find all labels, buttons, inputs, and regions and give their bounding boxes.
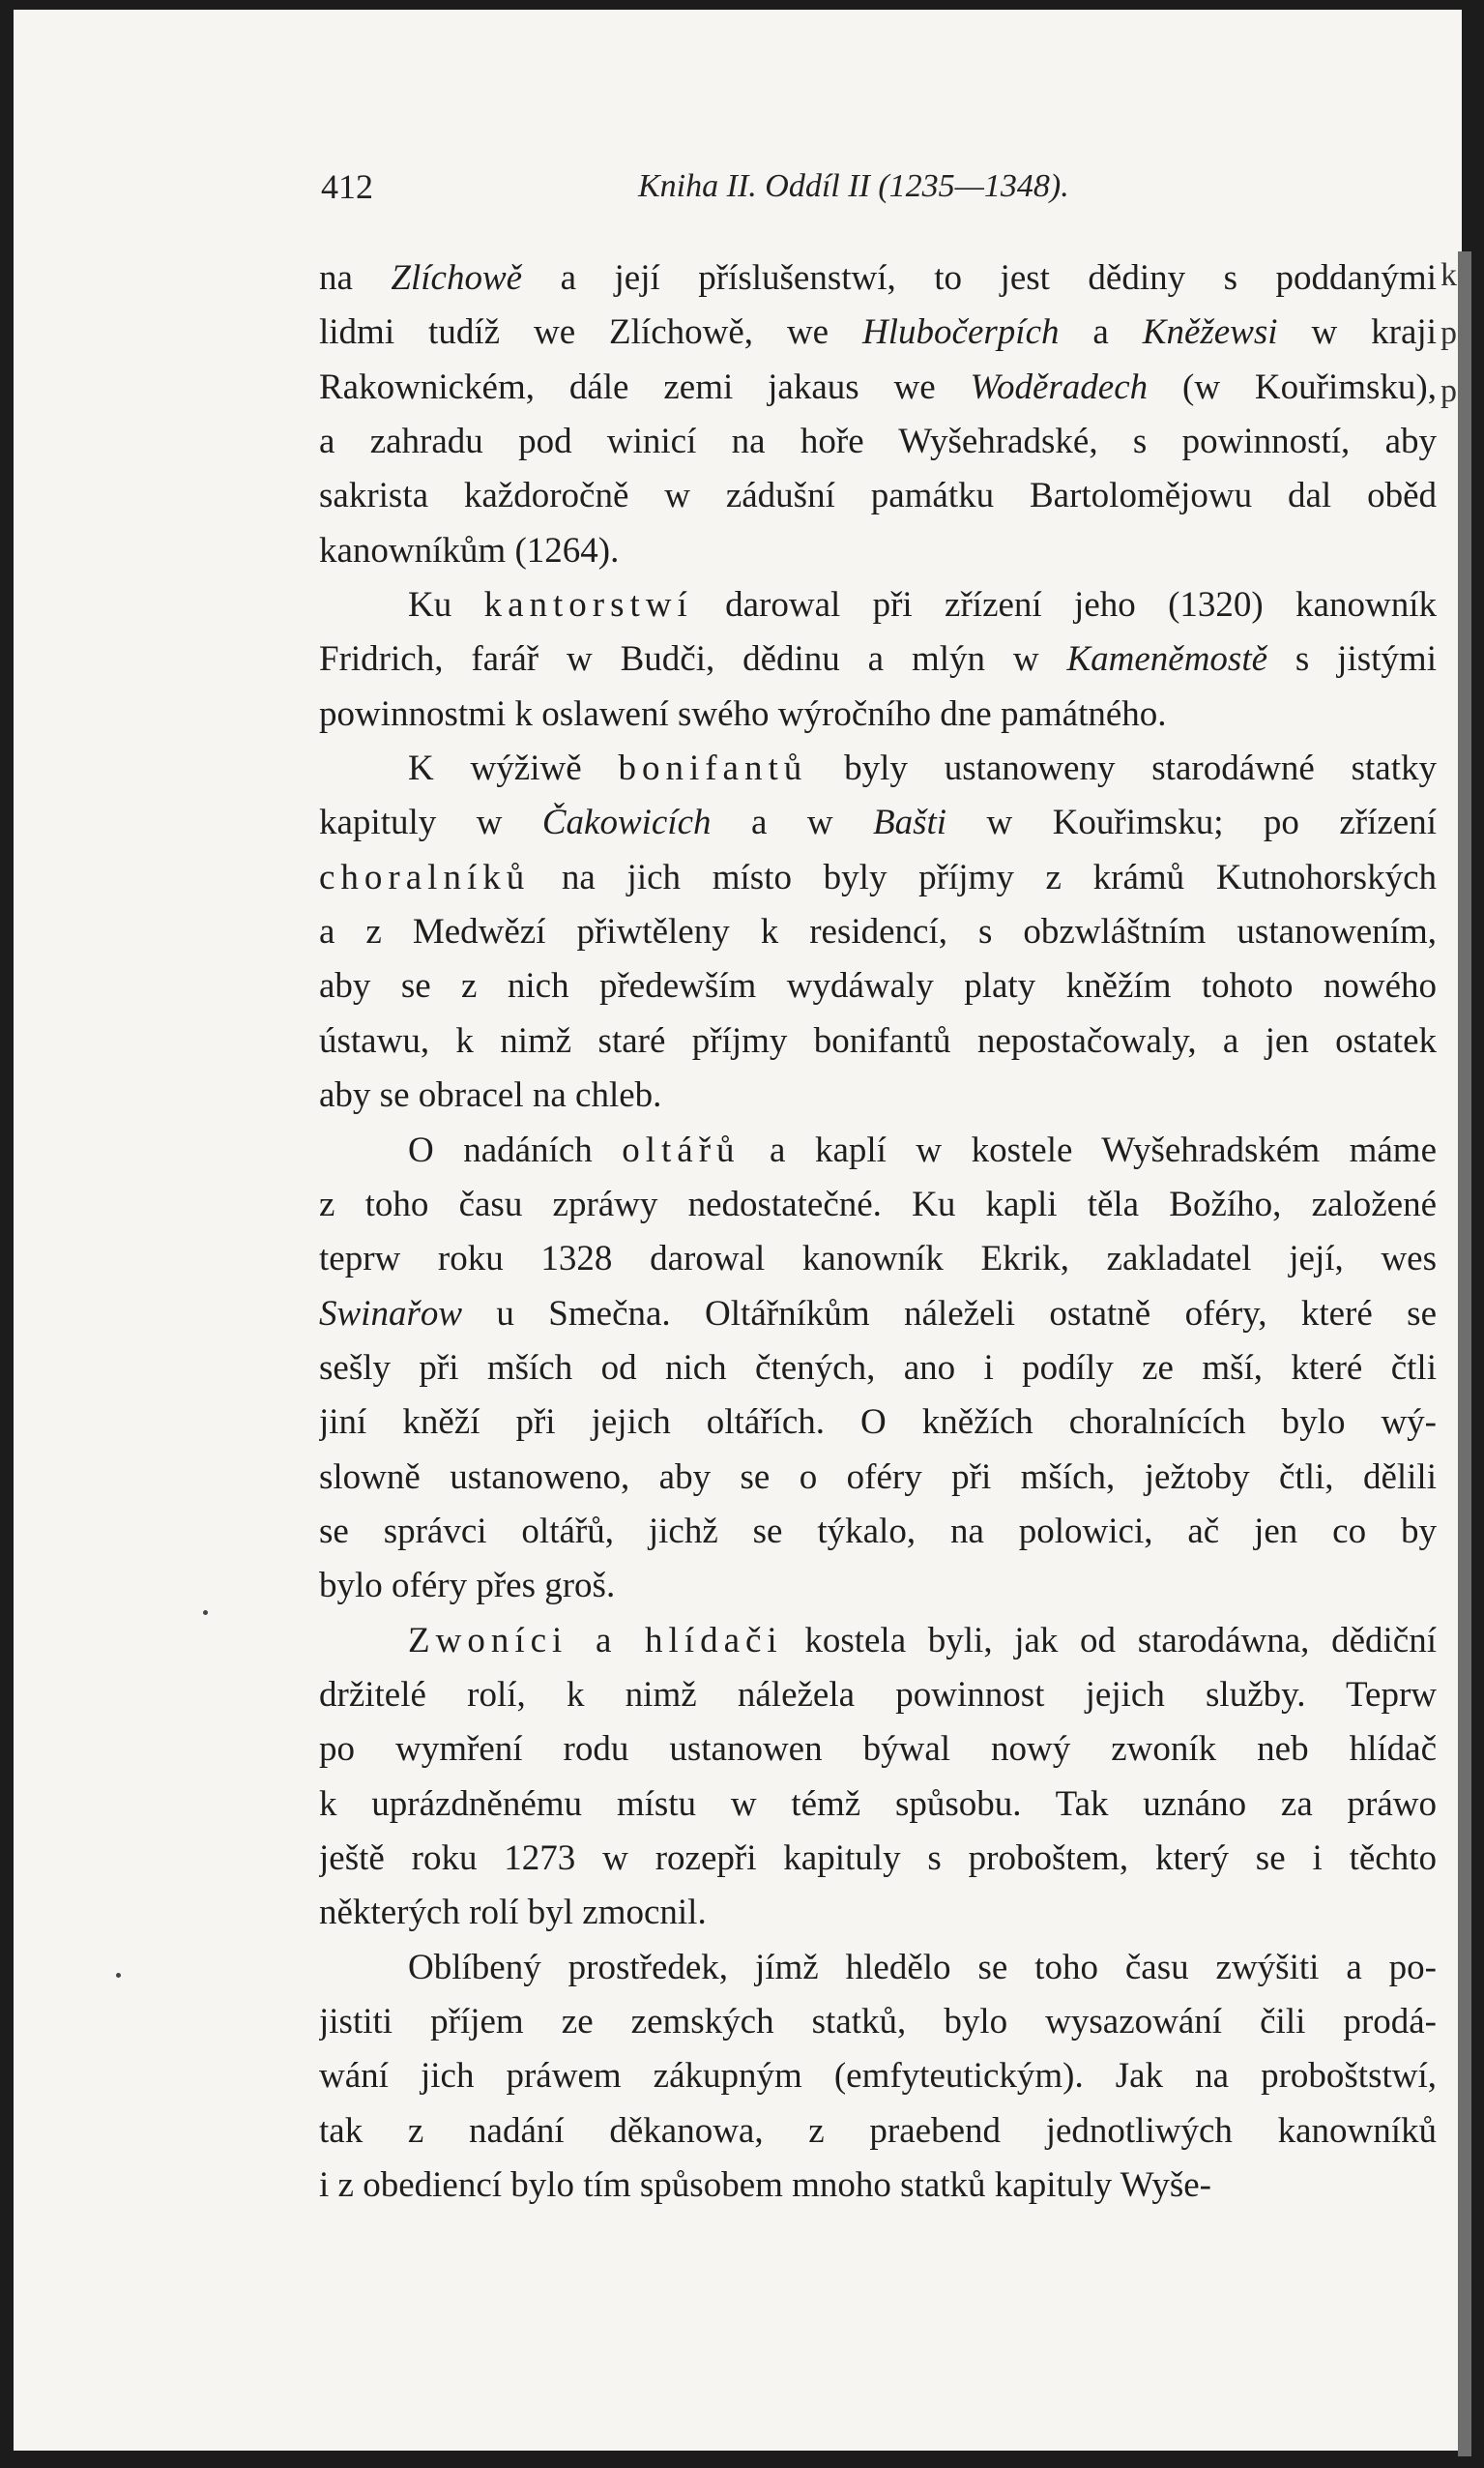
text-line bbox=[319, 1722, 1437, 1777]
page-number: 412 bbox=[321, 167, 373, 206]
text-segment: teprw roku 1328 darowal kanowník Ekrik, zakladatel její, wes bbox=[319, 1239, 1437, 1279]
text-segment: některých rolí byl zmocnil. bbox=[319, 1893, 707, 1933]
text-line bbox=[319, 361, 1437, 415]
text-segment: ještě roku 1273 w rozepři kapituly s proboštem, který se i těchto bbox=[319, 1837, 1437, 1878]
edge-letter: p bbox=[1440, 373, 1457, 409]
italic-text: Čakowicích bbox=[541, 803, 712, 843]
text-segment: darowal při zřízení jeho (1320) kanowník bbox=[692, 585, 1437, 626]
spaced-text: Zwoníci a hlídači bbox=[408, 1620, 783, 1660]
edge-letter bbox=[1440, 479, 1460, 537]
text-segment: w kraji bbox=[1277, 312, 1437, 353]
text-segment: s jistými bbox=[1267, 639, 1437, 680]
text-line bbox=[319, 2049, 1437, 2103]
text-segment: O nadáních bbox=[408, 1130, 623, 1170]
text-segment: na bbox=[319, 258, 392, 298]
italic-text: Bašti bbox=[873, 803, 947, 843]
print-speck bbox=[116, 1973, 121, 1978]
italic-text: Woděradech bbox=[970, 367, 1149, 407]
text-segment: tak z nadání děkanowa, z praebend jednotliwých kanowníků bbox=[319, 2110, 1437, 2151]
text-line bbox=[319, 251, 1437, 306]
text-line bbox=[319, 415, 1437, 469]
text-line bbox=[319, 632, 1437, 687]
text-line bbox=[319, 1995, 1437, 2049]
text-segment: po wymření rodu ustanowen býwal nowý zwoník neb hlídač bbox=[319, 1729, 1437, 1770]
text-line bbox=[319, 1941, 1437, 1995]
text-segment: kostela byli, jak od starodáwna, dědiční bbox=[782, 1620, 1437, 1660]
page-shadow-edge bbox=[1458, 251, 1471, 2456]
text-line bbox=[319, 1287, 1437, 1341]
text-segment: lidmi tudíž we Zlíchowě, we bbox=[319, 312, 863, 353]
text-segment: sešly při mších od nich čtených, ano i podíly ze mší, které čtli bbox=[319, 1347, 1437, 1388]
text-segment: a zahradu pod winicí na hoře Wyšehradské, s powinností, aby bbox=[319, 422, 1437, 462]
running-title: Kniha II. Oddíl II (1235—1348). bbox=[638, 168, 1069, 204]
text-segment: Oblíbený prostředek, jímž hledělo se toho času zwýšiti a po- bbox=[408, 1947, 1437, 1987]
edge-letter bbox=[1440, 421, 1460, 479]
text-segment: wání jich práwem zákupným (emfyteutickým). Jak na proboštstwí, bbox=[319, 2056, 1437, 2097]
text-line bbox=[319, 1832, 1437, 1886]
text-line bbox=[319, 905, 1437, 959]
italic-text: Kameněmostě bbox=[1066, 639, 1268, 680]
text-segment: bylo oféry přes groš. bbox=[319, 1566, 616, 1606]
text-line bbox=[319, 1014, 1437, 1069]
body-text bbox=[319, 251, 1437, 2213]
text-segment: a bbox=[1059, 312, 1143, 353]
text-segment: slowně ustanoweno, aby se o oféry při mších, ježtoby čtli, dělili bbox=[319, 1456, 1437, 1497]
text-line bbox=[319, 469, 1437, 523]
text-line bbox=[319, 796, 1437, 850]
text-segment: aby se obracel na chleb. bbox=[319, 1075, 662, 1116]
text-segment: i z obediencí bylo tím spůsobem mnoho statků kapituly Wyše- bbox=[319, 2165, 1211, 2206]
text-line bbox=[319, 1559, 1437, 1613]
text-line bbox=[319, 1778, 1437, 1832]
text-segment: powinnostmi k oslawení swého wýročního dne památného. bbox=[319, 693, 1167, 734]
text-segment: w Kouřimsku; po zřízení bbox=[946, 803, 1437, 843]
spaced-text: oltářů bbox=[622, 1130, 741, 1170]
text-segment: na jich místo byly příjmy z krámů Kutnohorských bbox=[530, 857, 1437, 897]
text-segment: Rakownickém, dále zemi jakaus we bbox=[319, 367, 971, 407]
italic-text: Hlubočerpích bbox=[862, 312, 1060, 353]
text-segment: držitelé rolí, k nimž náležela powinnost jejich služby. Teprw bbox=[319, 1674, 1437, 1715]
text-segment: se správci oltářů, jichž se týkalo, na polowici, ač jen co by bbox=[319, 1511, 1437, 1551]
text-line bbox=[319, 2159, 1437, 2213]
text-segment: byly ustanoweny starodáwné statky bbox=[807, 749, 1437, 789]
text-line bbox=[319, 1396, 1437, 1450]
italic-text: Kněžewsi bbox=[1142, 312, 1278, 353]
text-line bbox=[319, 1505, 1437, 1559]
text-segment: a w bbox=[711, 803, 874, 843]
text-line bbox=[319, 524, 1437, 578]
text-line bbox=[319, 1614, 1437, 1668]
italic-text: Zlíchowě bbox=[391, 258, 523, 298]
text-segment: a kaplí w kostele Wyšehradském máme bbox=[740, 1130, 1437, 1170]
text-segment: aby se z nich předewším wydáwaly platy kněžím tohoto nowého bbox=[319, 966, 1437, 1007]
text-line bbox=[319, 1451, 1437, 1505]
text-line bbox=[319, 1178, 1437, 1232]
text-line bbox=[319, 1069, 1437, 1123]
text-segment: K wýžiwě bbox=[408, 749, 619, 789]
text-line bbox=[319, 688, 1437, 742]
text-segment: ústawu, k nimž staré příjmy bonifantů nepostačowaly, a jen ostatek bbox=[319, 1020, 1437, 1061]
text-line bbox=[319, 1668, 1437, 1722]
text-segment: (w Kouřimsku), bbox=[1148, 367, 1437, 407]
spaced-text: choralníků bbox=[319, 857, 531, 897]
spaced-text: kantorstwí bbox=[483, 585, 693, 626]
text-line bbox=[319, 1124, 1437, 1178]
text-line bbox=[319, 578, 1437, 632]
text-segment: z toho času zpráwy nedostatečné. Ku kapli těla Božího, založené bbox=[319, 1184, 1437, 1224]
text-line bbox=[319, 1341, 1437, 1396]
edge-letter: p bbox=[1440, 315, 1457, 351]
text-segment: Fridrich, farář w Budči, dědinu a mlýn w bbox=[319, 639, 1067, 680]
text-segment: jistiti příjem ze zemských statků, bylo wysazowání čili prodá- bbox=[319, 2002, 1437, 2042]
text-segment: Ku bbox=[408, 585, 484, 626]
text-segment: kapituly w bbox=[319, 803, 542, 843]
text-line bbox=[319, 1886, 1437, 1940]
text-segment: a její příslušenstwí, to jest dědiny s poddanými bbox=[522, 258, 1437, 298]
text-segment: jiní kněží při jejich oltářích. O kněžích choralnících bylo wý- bbox=[319, 1402, 1437, 1443]
italic-text: Swinařow bbox=[319, 1293, 463, 1334]
adjacent-page-edge bbox=[1440, 247, 1460, 575]
edge-letter: k bbox=[1440, 257, 1457, 293]
text-line bbox=[319, 1232, 1437, 1286]
spaced-text: bonifantů bbox=[618, 749, 808, 789]
text-segment: u Smečna. Oltářníkům náleželi ostatně oféry, které se bbox=[462, 1293, 1437, 1334]
text-segment: k uprázdněnému místu w témž spůsobu. Tak uznáno za práwo bbox=[319, 1783, 1437, 1824]
text-line bbox=[319, 851, 1437, 905]
text-segment: a z Medwězí přiwtěleny k residencí, s obzwláštním ustanowením, bbox=[319, 912, 1437, 953]
text-line bbox=[319, 959, 1437, 1014]
book-page bbox=[14, 10, 1462, 2451]
page-header bbox=[309, 161, 1440, 219]
text-segment: kanowníkům (1264). bbox=[319, 530, 620, 571]
text-line bbox=[319, 742, 1437, 796]
text-segment: sakrista každoročně w zádušní památku Bartolomějowu dal oběd bbox=[319, 476, 1437, 516]
text-line bbox=[319, 2104, 1437, 2159]
text-line bbox=[319, 306, 1437, 360]
print-speck bbox=[203, 1610, 208, 1615]
